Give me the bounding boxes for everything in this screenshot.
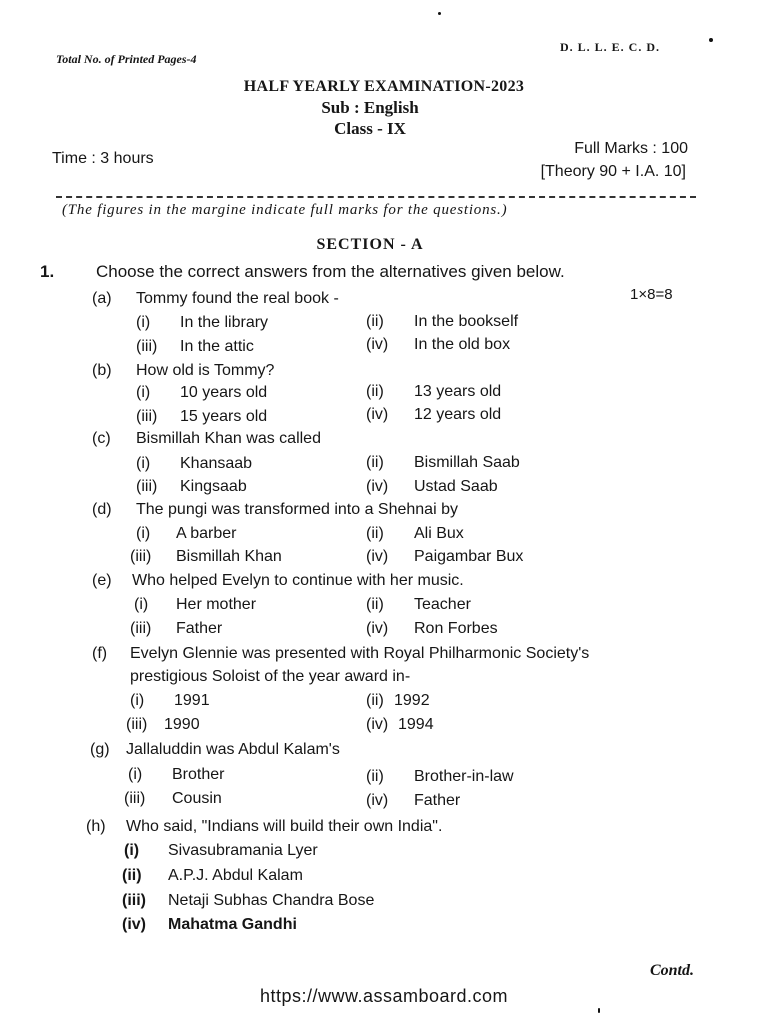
option-number: (iii)	[122, 892, 146, 909]
website-url[interactable]: https://www.assamboard.com	[259, 986, 509, 1006]
paper-code: D. L. L. E. C. D.	[560, 40, 661, 54]
option-number: (ii)	[366, 383, 384, 400]
option-text: In the old box	[414, 336, 511, 353]
class-label: Class - IX	[334, 119, 406, 138]
item-text: Bismillah Khan was called	[136, 430, 321, 447]
option-number: (iv)	[366, 406, 389, 423]
scan-speck	[709, 38, 713, 42]
question-number: 1.	[40, 262, 55, 281]
item-text-continued: prestigious Soloist of the year award in-	[130, 668, 411, 685]
option-text: A.P.J. Abdul Kalam	[168, 867, 303, 884]
option-text: Khansaab	[180, 455, 253, 472]
option-number: (ii)	[366, 596, 384, 613]
option-text: 10 years old	[180, 384, 268, 401]
option-text: Teacher	[414, 596, 471, 613]
option-text: 12 years old	[414, 406, 502, 423]
item-text: Who said, "Indians will build their own India".	[126, 818, 443, 835]
option-text: Father	[414, 792, 461, 809]
item-label: (e)	[92, 572, 112, 589]
option-number: (iv)	[122, 916, 146, 933]
item-label: (d)	[92, 501, 112, 518]
option-number: (iv)	[366, 792, 389, 809]
scan-speck	[598, 1008, 600, 1013]
option-text: Paigambar Bux	[414, 548, 524, 565]
option-number: (iii)	[130, 548, 152, 565]
option-text: Ustad Saab	[414, 478, 498, 495]
option-number: (iv)	[366, 620, 389, 637]
item-text: Evelyn Glennie was presented with Royal Philharmonic Society's	[130, 645, 590, 662]
option-number: (iv)	[366, 548, 389, 565]
divider	[56, 196, 696, 198]
item-label: (c)	[92, 430, 111, 447]
option-number: (iii)	[124, 790, 146, 807]
option-number: (ii)	[366, 313, 384, 330]
item-label: (g)	[90, 741, 110, 758]
option-text: Ron Forbes	[414, 620, 498, 637]
option-text: Her mother	[176, 596, 257, 613]
option-number: (iii)	[136, 478, 158, 495]
option-text: 13 years old	[414, 383, 502, 400]
option-number: (i)	[136, 525, 151, 542]
question-text: Choose the correct answers from the alternatives given below.	[96, 262, 565, 281]
item-label: (f)	[92, 645, 108, 662]
option-number: (i)	[130, 692, 145, 709]
total-pages: Total No. of Printed Pages-4	[56, 52, 197, 66]
option-text: Kingsaab	[180, 478, 247, 495]
item-text: Tommy found the real book -	[136, 290, 339, 307]
option-number: (iii)	[136, 408, 158, 425]
option-number: (iv)	[366, 336, 389, 353]
full-marks: Full Marks : 100	[574, 140, 688, 157]
option-text: 1991	[174, 692, 210, 709]
continued-label: Contd.	[649, 962, 694, 979]
option-number: (iii)	[130, 620, 152, 637]
option-text: Brother-in-law	[414, 768, 514, 785]
option-text: Cousin	[172, 790, 222, 807]
option-text: Ali Bux	[414, 525, 464, 542]
option-number: (iii)	[136, 338, 158, 355]
option-number: (iii)	[126, 716, 148, 733]
option-text: Sivasubramania Lyer	[168, 842, 318, 859]
theory-marks: [Theory 90 + I.A. 10]	[540, 163, 686, 180]
option-text: In the bookself	[414, 313, 519, 330]
option-text: Bismillah Khan	[176, 548, 282, 565]
option-number: (i)	[134, 596, 149, 613]
item-text: The pungi was transformed into a Shehnai by	[136, 501, 458, 518]
option-number: (i)	[128, 766, 143, 783]
subject: Sub : English	[321, 98, 419, 117]
item-text: How old is Tommy?	[136, 362, 275, 379]
option-number: (i)	[136, 314, 151, 331]
option-text: Bismillah Saab	[414, 454, 520, 471]
section-heading: SECTION - A	[316, 236, 424, 253]
option-number: (ii)	[366, 692, 384, 709]
item-label: (h)	[86, 818, 106, 835]
item-text: Jallaluddin was Abdul Kalam's	[126, 741, 340, 758]
option-text: In the attic	[180, 338, 254, 355]
option-number: (i)	[124, 842, 140, 859]
option-number: (iv)	[366, 716, 389, 733]
option-text: Mahatma Gandhi	[168, 916, 297, 933]
option-number: (i)	[136, 455, 151, 472]
option-number: (i)	[136, 384, 151, 401]
option-number: (iv)	[366, 478, 389, 495]
item-label: (a)	[92, 290, 112, 307]
option-text: 1992	[394, 692, 430, 709]
option-text: In the library	[180, 314, 269, 331]
option-text: 15 years old	[180, 408, 268, 425]
option-text: 1994	[398, 716, 434, 733]
exam-title: HALF YEARLY EXAMINATION-2023	[243, 78, 525, 95]
option-number: (ii)	[366, 525, 384, 542]
item-text: Who helped Evelyn to continue with her music.	[132, 572, 464, 589]
question-marks: 1×8=8	[630, 286, 673, 303]
option-number: (ii)	[366, 454, 384, 471]
marks-note: (The figures in the margine indicate full marks for the questions.)	[62, 202, 508, 218]
time-limit: Time : 3 hours	[52, 150, 154, 167]
option-text: Netaji Subhas Chandra Bose	[168, 892, 375, 909]
option-text: A barber	[176, 525, 237, 542]
item-label: (b)	[92, 362, 112, 379]
option-number: (ii)	[122, 867, 142, 884]
option-number: (ii)	[366, 768, 384, 785]
option-text: Father	[176, 620, 223, 637]
option-text: 1990	[164, 716, 200, 733]
scan-speck	[438, 12, 441, 15]
option-text: Brother	[172, 766, 225, 783]
